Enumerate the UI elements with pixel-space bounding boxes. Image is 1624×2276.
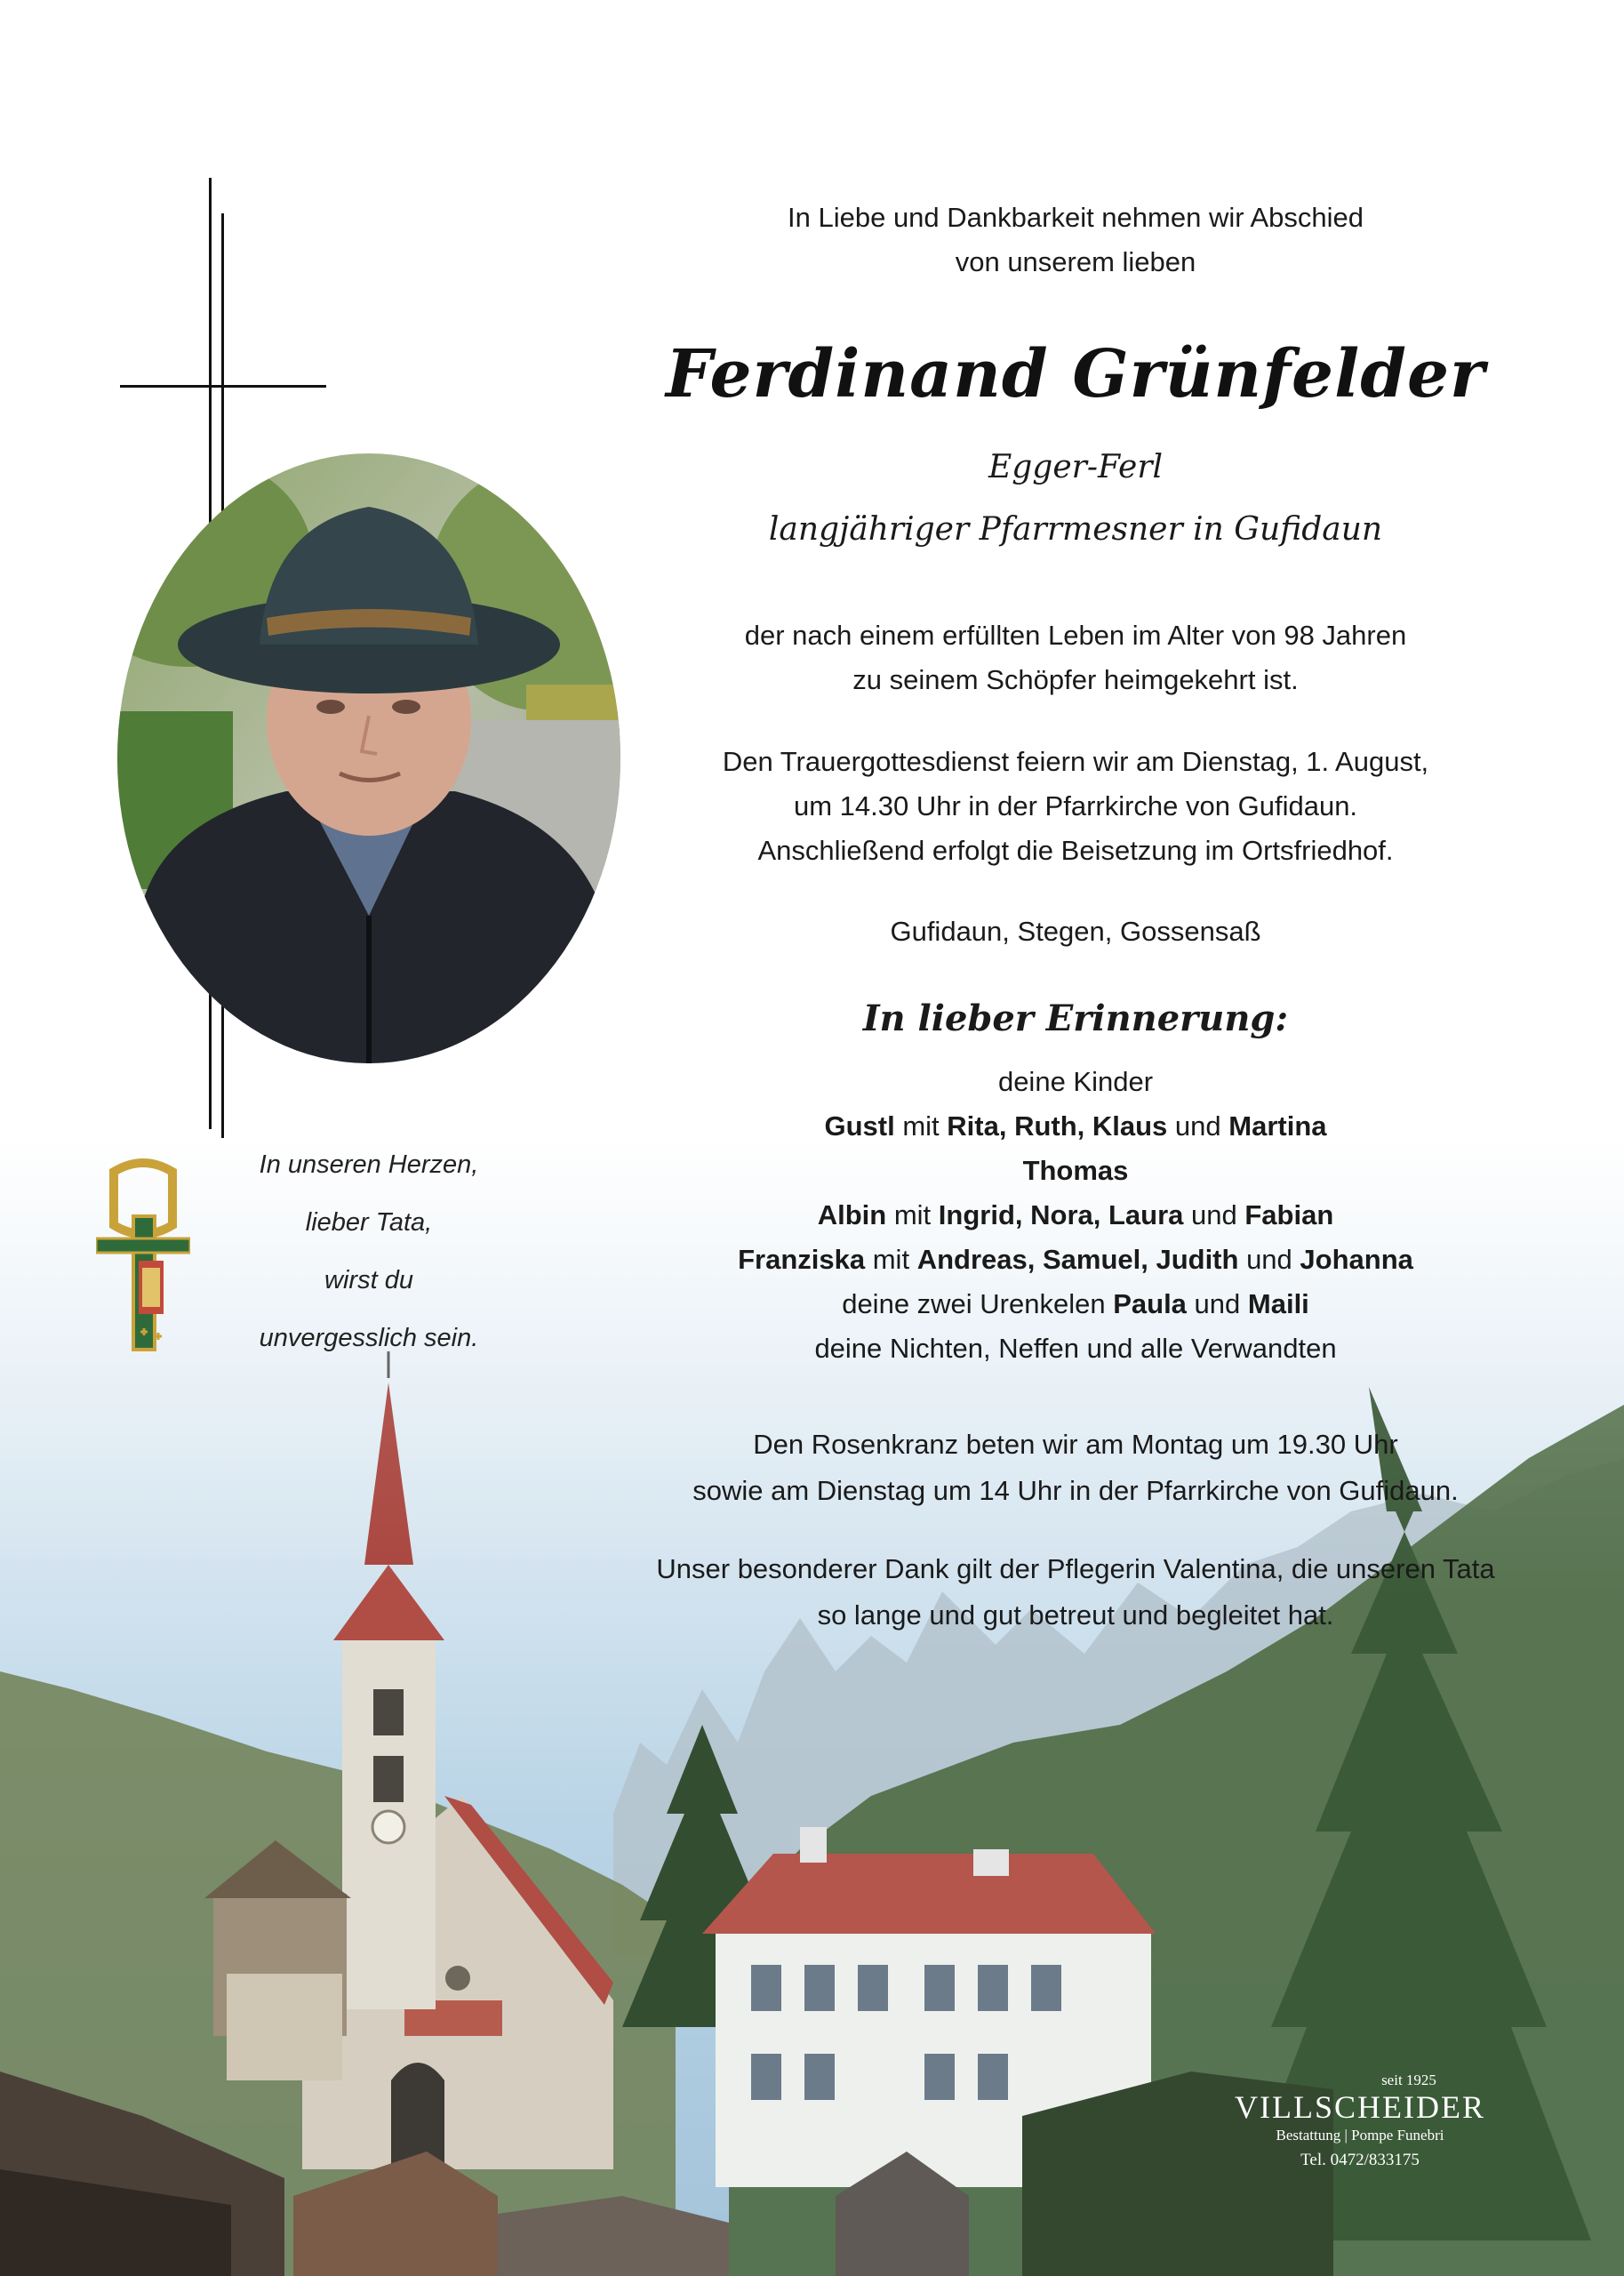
rosary-line-2: sowie am Dienstag um 14 Uhr in der Pfarrkirche von Gufidaun. <box>692 1475 1459 1506</box>
rosary-line-1: Den Rosenkranz beten wir am Montag um 19.30 Uhr <box>753 1429 1398 1460</box>
deceased-portrait-photo <box>117 453 620 1063</box>
remembrance-heading: In lieber Erinnerung: <box>862 998 1289 1039</box>
family-line-1: Gustl mit Rita, Ruth, Klaus und Martina <box>824 1110 1327 1142</box>
logo-brand: VILLSCHEIDER <box>1235 2089 1485 2125</box>
family-line-2 <box>622 1149 1529 1192</box>
deceased-role: langjähriger Pfarrmesner in Gufidaun <box>768 511 1383 548</box>
life-line-2: zu seinem Schöpfer heimgekehrt ist. <box>852 664 1299 695</box>
quote-line-2: lieber Tata, <box>305 1208 433 1237</box>
logo-subtitle: Bestattung | Pompe Funebri <box>1276 2127 1444 2144</box>
family-line-5: deine zwei Urenkelen Paula und Maili <box>842 1288 1309 1319</box>
family-name: Franziska <box>738 1244 866 1275</box>
intro-line-2: von unserem lieben <box>955 246 1196 277</box>
sexton-emblem-icon <box>96 1154 190 1360</box>
family-name: Albin <box>817 1199 887 1230</box>
service-line-3: Anschließend erfolgt die Beisetzung im Ortsfriedhof. <box>757 835 1394 866</box>
service-line-1: Den Trauergottesdienst feiern wir am Dienstag, 1. August, <box>722 746 1429 777</box>
logo-since: seit 1925 <box>1381 2072 1436 2088</box>
family-name: Thomas <box>1022 1155 1129 1186</box>
deceased-name: Ferdinand Grünfelder <box>665 336 1486 413</box>
undertaker-logo <box>1227 2072 1493 2175</box>
thanks-line-2: so lange und gut betreut und begleitet hat. <box>817 1599 1334 1631</box>
quote-line-3: wirst du <box>324 1266 413 1294</box>
quote-line-1: In unseren Herzen, <box>259 1150 479 1179</box>
service-line-2: um 14.30 Uhr in der Pfarrkirche von Gufidaun. <box>793 790 1358 821</box>
family-name: Gustl <box>824 1110 895 1142</box>
logo-phone: Tel. 0472/833175 <box>1300 2151 1420 2169</box>
thanks-line-1: Unser besonderer Dank gilt der Pflegerin Valentina, die unseren Tata <box>656 1553 1495 1584</box>
memorial-quote <box>222 1147 516 1378</box>
quote-line-4: unvergesslich sein. <box>259 1324 479 1352</box>
deceased-nickname: Egger-Ferl <box>988 449 1164 485</box>
children-label: deine Kinder <box>997 1066 1154 1097</box>
cross-horizontal-line <box>120 385 326 388</box>
places: Gufidaun, Stegen, Gossensaß <box>890 916 1261 947</box>
family-line-6: deine Nichten, Neffen und alle Verwandten <box>814 1333 1337 1364</box>
family-line-4: Franziska mit Andreas, Samuel, Judith und Johanna <box>738 1244 1413 1275</box>
intro-line-1: In Liebe und Dankbarkeit nehmen wir Abschied <box>788 202 1364 233</box>
life-line-1: der nach einem erfüllten Leben im Alter von 98 Jahren <box>744 620 1407 651</box>
family-line-3: Albin mit Ingrid, Nora, Laura und Fabian <box>817 1199 1334 1230</box>
